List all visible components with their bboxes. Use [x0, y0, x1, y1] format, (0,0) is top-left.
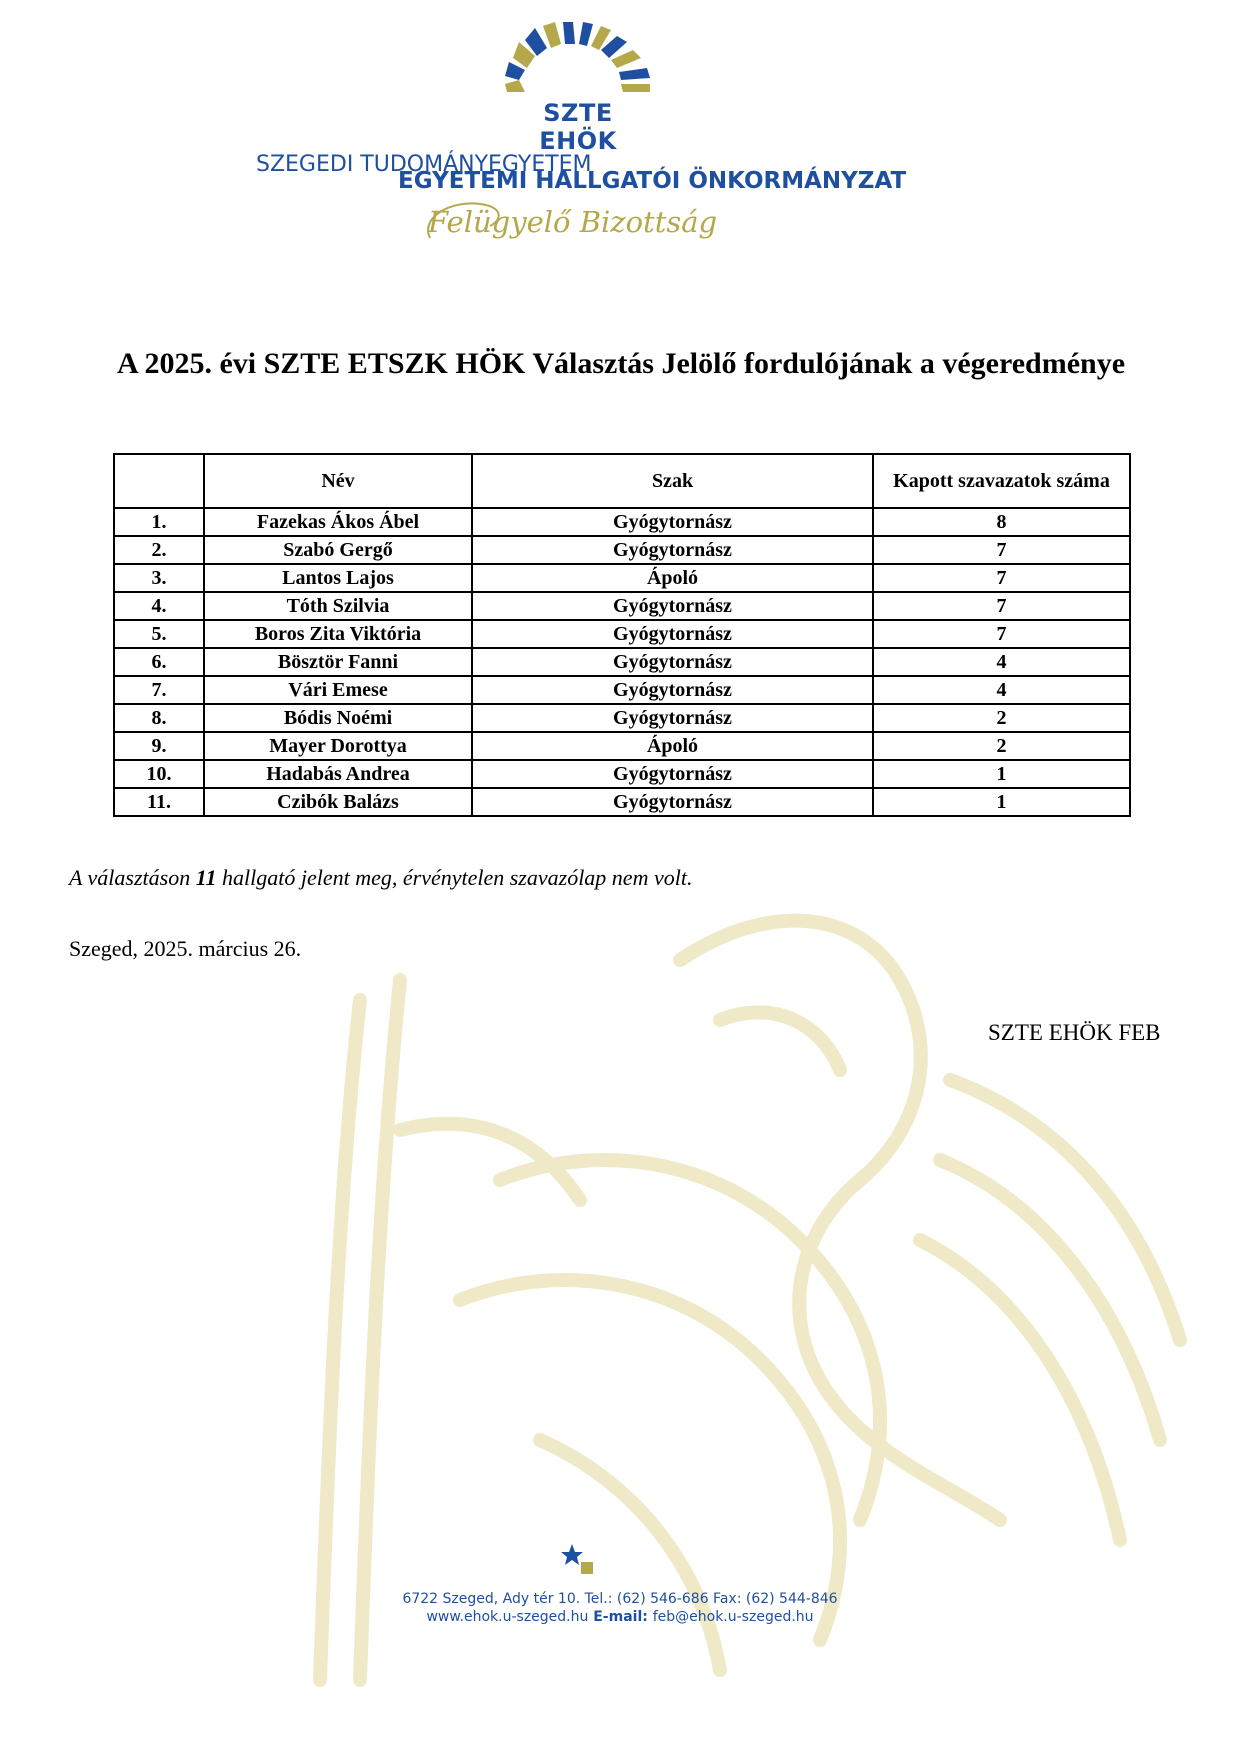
candidate-name: Szabó Gergő: [204, 536, 472, 564]
vote-count: 1: [873, 760, 1130, 788]
candidate-major: Gyógytornász: [472, 536, 873, 564]
table-row: [114, 704, 1130, 732]
results-table: [113, 453, 1131, 817]
date-line: Szeged, 2025. március 26.: [69, 936, 302, 961]
candidate-major: Ápoló: [472, 564, 873, 592]
footer-address: 6722 Szeged, Ady tér 10. Tel.: (62) 546-686 Fax: (62) 544-846: [402, 1591, 838, 1607]
row-number: 5.: [114, 620, 204, 648]
vote-count: 7: [873, 620, 1130, 648]
footer-contact: [300, 1609, 940, 1625]
vote-count: 7: [873, 564, 1130, 592]
table-header-row: [114, 454, 1130, 508]
candidate-major: Gyógytornász: [472, 676, 873, 704]
table-row: [114, 508, 1130, 536]
org-name-university: SZEGEDI TUDOMÁNYEGYETEM: [256, 152, 592, 177]
footer-email-label: E-mail:: [588, 1609, 653, 1625]
logo-text: SZTE EHÖK: [539, 99, 617, 155]
candidate-major: Gyógytornász: [472, 648, 873, 676]
row-number: 3.: [114, 564, 204, 592]
candidate-major: Gyógytornász: [472, 508, 873, 536]
star-square-icon: [560, 1542, 600, 1578]
vote-count: 1: [873, 788, 1130, 816]
candidate-name: Boros Zita Viktória: [204, 620, 472, 648]
candidate-major: Ápoló: [472, 732, 873, 760]
table-row: [114, 732, 1130, 760]
row-number: 1.: [114, 508, 204, 536]
candidate-major: Gyógytornász: [472, 760, 873, 788]
candidate-name: Mayer Dorottya: [204, 732, 472, 760]
note-text-after: hallgató jelent meg, érvénytelen szavazólap nem volt.: [216, 865, 693, 890]
table-row: [114, 788, 1130, 816]
header-number: [114, 454, 204, 508]
candidate-major: Gyógytornász: [472, 704, 873, 732]
header-name: Név: [204, 454, 472, 508]
table-row: [114, 760, 1130, 788]
table-row: [114, 564, 1130, 592]
vote-count: 7: [873, 592, 1130, 620]
candidate-name: Vári Emese: [204, 676, 472, 704]
row-number: 4.: [114, 592, 204, 620]
row-number: 6.: [114, 648, 204, 676]
candidate-name: Hadabás Andrea: [204, 760, 472, 788]
candidate-major: Gyógytornász: [472, 592, 873, 620]
table-row: [114, 536, 1130, 564]
row-number: 10.: [114, 760, 204, 788]
row-number: 7.: [114, 676, 204, 704]
sunburst-logo-icon: [505, 22, 650, 92]
candidate-name: Fazekas Ákos Ábel: [204, 508, 472, 536]
footer-website-link[interactable]: www.ehok.u-szeged.hu: [426, 1609, 589, 1625]
table-row: [114, 676, 1130, 704]
vote-count: 8: [873, 508, 1130, 536]
org-name-union: EGYETEMI HALLGATÓI ÖNKORMÁNYZAT: [398, 168, 907, 194]
org-name-committee: Felügyelő Bizottság: [428, 205, 718, 239]
candidate-major: Gyógytornász: [472, 620, 873, 648]
candidate-name: Lantos Lajos: [204, 564, 472, 592]
turnout-note: [69, 865, 692, 891]
vote-count: 2: [873, 732, 1130, 760]
vote-count: 4: [873, 676, 1130, 704]
candidate-name: Czibók Balázs: [204, 788, 472, 816]
candidate-name: Bösztör Fanni: [204, 648, 472, 676]
row-number: 11.: [114, 788, 204, 816]
candidate-major: Gyógytornász: [472, 788, 873, 816]
vote-count: 2: [873, 704, 1130, 732]
table-row: [114, 592, 1130, 620]
eagle-watermark-icon: [300, 880, 1200, 1700]
vote-count: 7: [873, 536, 1130, 564]
row-number: 9.: [114, 732, 204, 760]
row-number: 8.: [114, 704, 204, 732]
row-number: 2.: [114, 536, 204, 564]
table-row: [114, 620, 1130, 648]
page-title: A 2025. évi SZTE ETSZK HÖK Választás Jelölő fordulójának a végeredménye: [116, 347, 1126, 380]
candidate-name: Bódis Noémi: [204, 704, 472, 732]
header-major: Szak: [472, 454, 873, 508]
table-row: [114, 648, 1130, 676]
candidate-name: Tóth Szilvia: [204, 592, 472, 620]
note-count: 11: [195, 865, 217, 890]
note-text-before: A választáson: [69, 865, 196, 890]
vote-count: 4: [873, 648, 1130, 676]
header-votes: Kapott szavazatok száma: [873, 454, 1130, 508]
footer-email-link[interactable]: feb@ehok.u-szeged.hu: [652, 1609, 814, 1625]
signature: SZTE EHÖK FEB: [988, 1020, 1161, 1045]
